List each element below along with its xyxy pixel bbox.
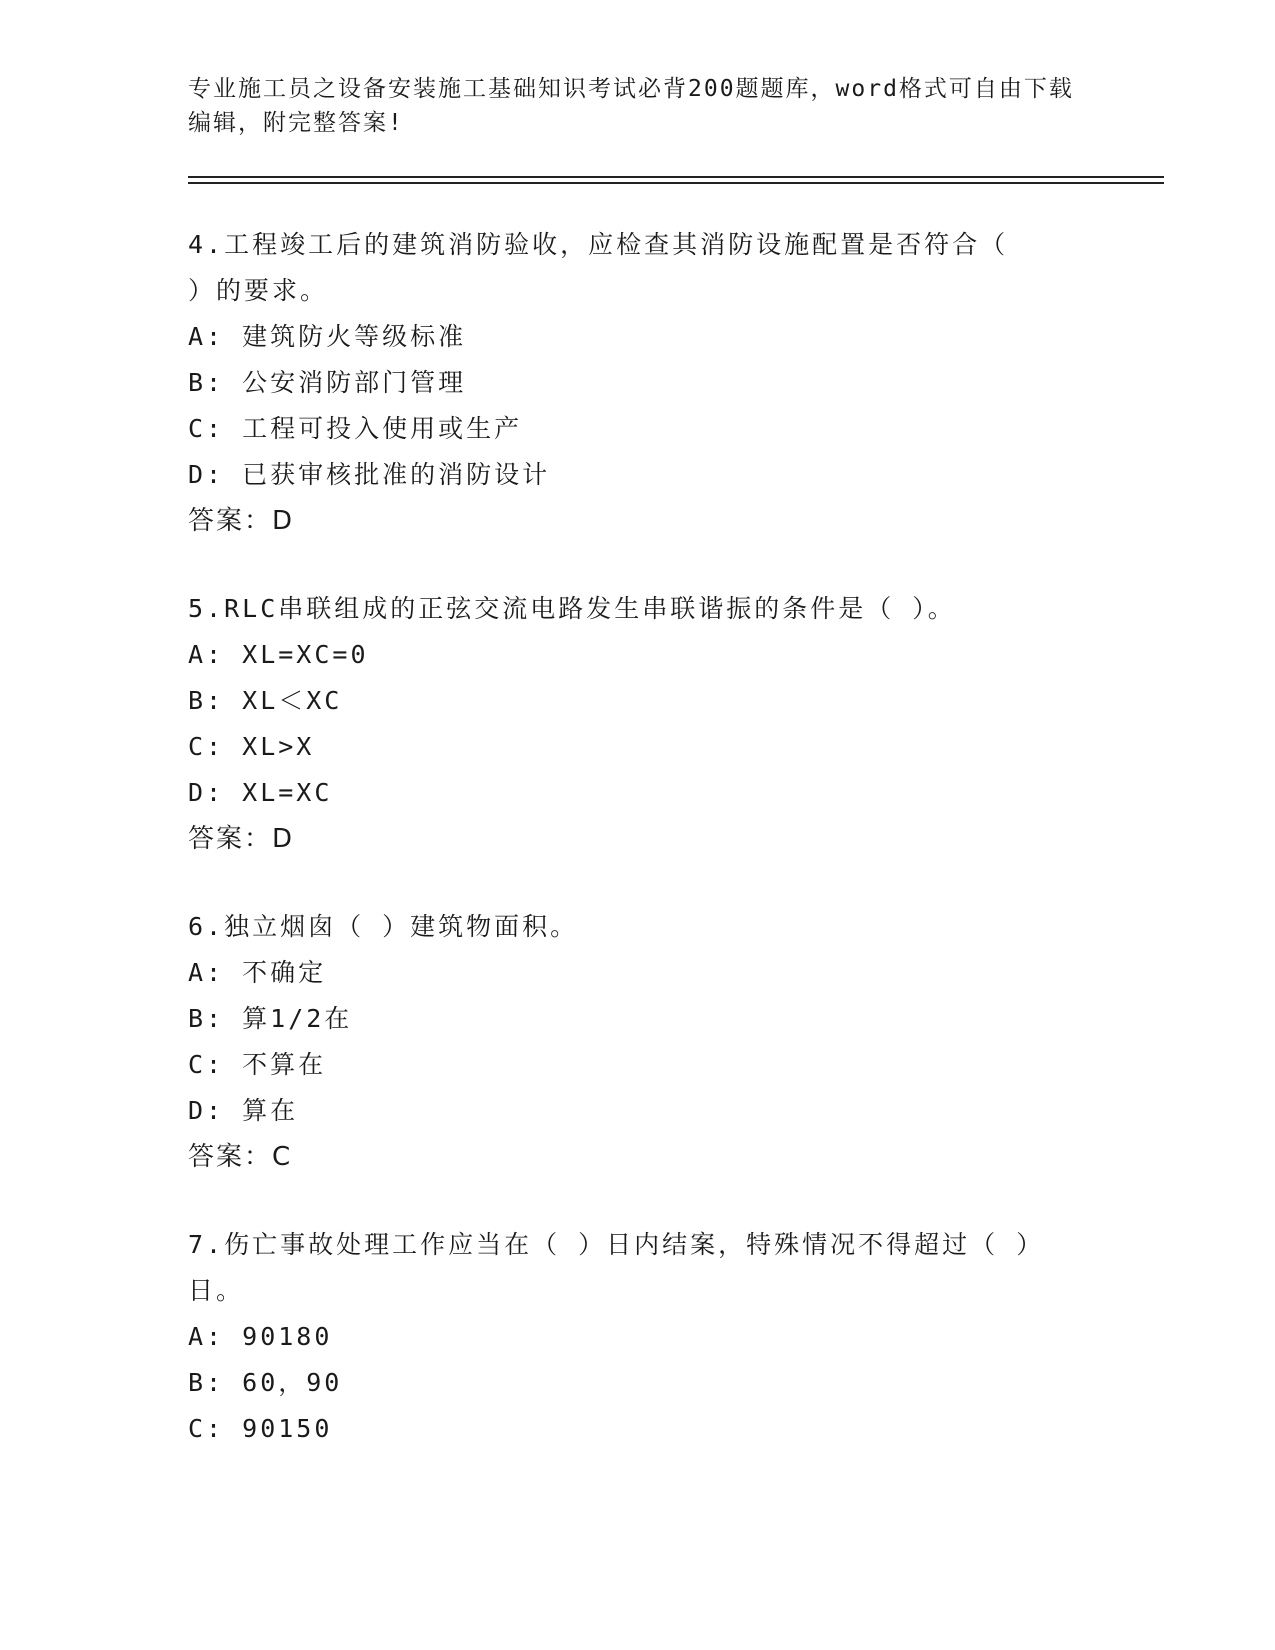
option-a: A: 90180 [188, 1322, 333, 1351]
answer-text: 答案：D [188, 506, 295, 536]
option-d: D: 算在 [188, 1096, 299, 1125]
option-c: C: 90150 [188, 1414, 333, 1443]
question-7 [188, 1222, 1088, 1452]
option-d: D: XL=XC [188, 778, 333, 807]
option-a: A: XL=XC=0 [188, 640, 369, 669]
option-a: A: 不确定 [188, 958, 327, 987]
question-6 [188, 904, 1088, 1180]
header-line-2: 编辑，附完整答案! [188, 110, 404, 136]
answer-text: 答案：D [188, 824, 295, 854]
option-a: A: 建筑防火等级标准 [188, 322, 467, 351]
question-5 [188, 586, 1088, 862]
option-c: C: XL>X [188, 732, 315, 761]
question-stem: 4.工程竣工后的建筑消防验收，应检查其消防设施配置是否符合（ ）的要求。 [188, 230, 1009, 305]
option-c: C: 工程可投入使用或生产 [188, 414, 523, 443]
answer-text: 答案：C [188, 1142, 293, 1172]
option-b: B: XL＜XC [188, 686, 343, 715]
question-stem: 7.伤亡事故处理工作应当在（ ）日内结案，特殊情况不得超过（ ）日。 [188, 1230, 1032, 1305]
option-b: B: 算1/2在 [188, 1004, 353, 1033]
option-d: D: 已获审核批准的消防设计 [188, 460, 551, 489]
question-4 [188, 222, 1088, 544]
header-divider-bottom [188, 182, 1164, 184]
question-stem: 6.独立烟囱（ ）建筑物面积。 [188, 912, 579, 941]
option-b: B: 公安消防部门管理 [188, 368, 467, 397]
option-c: C: 不算在 [188, 1050, 327, 1079]
option-b: B: 60，90 [188, 1368, 343, 1397]
question-stem: 5.RLC串联组成的正弦交流电路发生串联谐振的条件是（ ）。 [188, 594, 956, 623]
document-header [188, 72, 1088, 140]
header-line-1: 专业施工员之设备安装施工基础知识考试必背200题题库，word格式可自由下载 [188, 76, 1074, 102]
header-divider-top [188, 176, 1164, 178]
